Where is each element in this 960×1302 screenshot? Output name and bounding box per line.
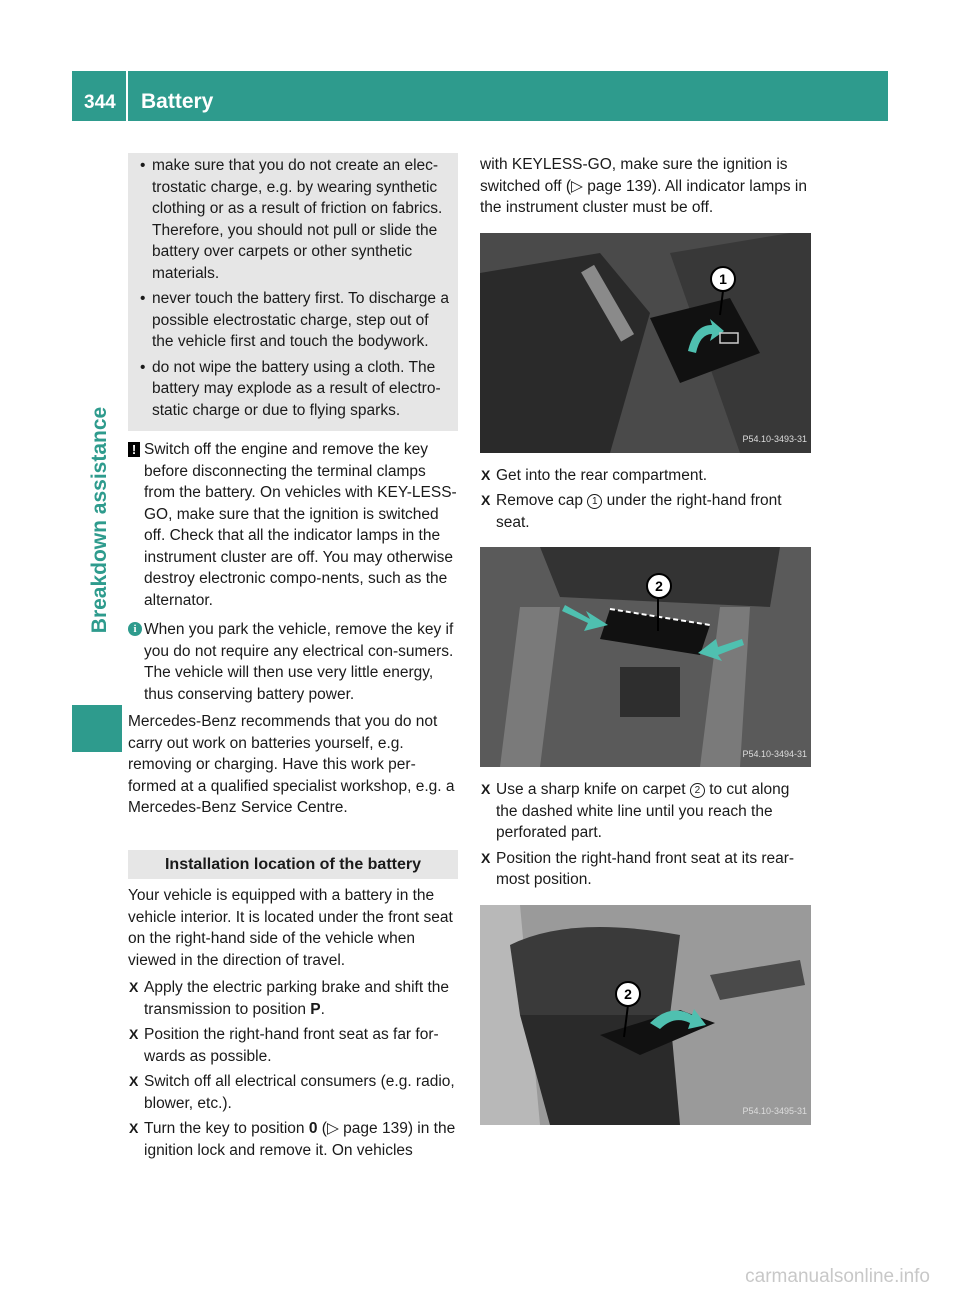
info-note-text: When you park the vehicle, remove the key if you do not require any electrical con-sumers. The vehicle will then use very little energy, thus conserving battery power. bbox=[144, 621, 454, 703]
warning-box bbox=[128, 153, 458, 431]
side-tab-marker bbox=[72, 705, 122, 752]
page-title: Battery bbox=[141, 90, 214, 113]
step-marker-icon: X bbox=[129, 1073, 139, 1089]
section-heading: Installation location of the battery bbox=[128, 850, 458, 880]
step-text-end: . bbox=[320, 1000, 325, 1018]
side-tab-label: Breakdown assistance bbox=[88, 406, 111, 634]
section-text: Your vehicle is equipped with a battery in the vehicle interior. It is located under the front seat on the right-hand side of the vehicle when viewed in the direction of travel. bbox=[128, 887, 453, 969]
callout-2: 2 bbox=[646, 573, 672, 599]
step-text: Use a sharp knife on carpet bbox=[496, 781, 686, 798]
reference-mark-1: 1 bbox=[587, 494, 602, 509]
photo-seat-rear bbox=[480, 905, 811, 1125]
callout-2: 2 bbox=[615, 981, 641, 1007]
seat-rear-illustration bbox=[480, 905, 811, 1125]
step-text-rest: (▷ page 139) in the ignition lock and remove it. On vehicles bbox=[144, 1120, 456, 1159]
callout-1: 1 bbox=[710, 266, 736, 292]
watermark: carmanualsonline.info bbox=[745, 1266, 930, 1287]
carpet-cut-illustration bbox=[480, 547, 811, 767]
step-text: Turn the key to position bbox=[144, 1120, 305, 1137]
header-divider bbox=[126, 71, 128, 121]
list-item: • make sure that you do not create an elec-trostatic charge, e.g. by wearing synthetic clothing or as a result of friction on fabrics. Therefore, you should not pull or slide the battery over carpets or other synthetic materials. bbox=[138, 155, 450, 284]
step-marker-icon: X bbox=[129, 1026, 139, 1042]
step-item bbox=[128, 1118, 460, 1161]
photo-reference: P54.10-3495-31 bbox=[742, 1106, 807, 1116]
step-marker-icon: X bbox=[129, 1120, 139, 1136]
key-position: 0 bbox=[308, 1120, 318, 1137]
step-text: Get into the rear compartment. bbox=[496, 466, 708, 484]
step-text: under the right-hand front seat. bbox=[496, 492, 782, 531]
step-marker-icon: X bbox=[481, 849, 491, 866]
step-text: Remove cap bbox=[496, 492, 584, 509]
seat-cap-illustration bbox=[480, 233, 811, 453]
warning-note-text: Switch off the engine and remove the key before disconnecting the terminal clamps from the battery. On vehicles with KEY-LESS-GO, make sure that the ignition is switched off. Check that all the indicator lamps in the instrument cluster are off. You may otherwise destroy electronic compo-nents, such as the alternator. bbox=[144, 441, 457, 609]
step-item bbox=[480, 465, 812, 487]
list-item: • never touch the battery first. To discharge a possible electrostatic charge, step out of the vehicle first and touch the bodywork. bbox=[138, 288, 450, 353]
step-item bbox=[480, 848, 812, 891]
list-item: • do not wipe the battery using a cloth. The battery may explode as a result of electro-static charge or due to flying sparks. bbox=[138, 357, 450, 422]
right-column bbox=[480, 154, 812, 1125]
warning-icon: ! bbox=[128, 442, 140, 457]
warning-note bbox=[128, 439, 460, 611]
photo-seat-cap bbox=[480, 233, 811, 453]
info-note bbox=[128, 619, 460, 705]
step-text: Switch off all electrical consumers (e.g. radio, blower, etc.). bbox=[144, 1073, 455, 1112]
step-item bbox=[480, 779, 812, 844]
step-text: Apply the electric parking brake and shift the transmission to position bbox=[144, 979, 450, 1018]
body-paragraph: Mercedes-Benz recommends that you do not carry out work on batteries yourself, e.g. removing or charging. Have this work per-formed at a qualified specialist workshop, e.g. a Mercedes-Benz Service Centre. bbox=[128, 713, 455, 816]
info-icon: i bbox=[128, 622, 142, 636]
left-column bbox=[128, 153, 460, 1165]
step-marker-icon: X bbox=[129, 979, 139, 995]
step-text: Position the right-hand front seat at its rear-most position. bbox=[496, 849, 795, 888]
photo-reference: P54.10-3493-31 bbox=[742, 434, 807, 444]
step-marker-icon: X bbox=[481, 492, 491, 508]
step-item bbox=[480, 490, 812, 533]
gear-position: P bbox=[310, 1000, 321, 1018]
step-item bbox=[128, 1024, 460, 1067]
step-marker-icon: X bbox=[481, 781, 491, 797]
step-item bbox=[128, 977, 460, 1020]
photo-reference: P54.10-3494-31 bbox=[742, 748, 807, 759]
photo-carpet-cut bbox=[480, 547, 811, 767]
page-number: 344 bbox=[84, 92, 116, 113]
step-marker-icon: X bbox=[481, 466, 491, 483]
step-text: to cut along the dashed white line until you reach the perforated part. bbox=[496, 781, 790, 841]
reference-mark-2: 2 bbox=[690, 783, 705, 798]
step-text: Position the right-hand front seat as far for-wards as possible. bbox=[144, 1026, 439, 1065]
step-item bbox=[128, 1071, 460, 1114]
continuation-text: with KEYLESS-GO, make sure the ignition is switched off (▷ page 139). All indicator lamps in the instrument cluster must be off. bbox=[480, 156, 807, 216]
